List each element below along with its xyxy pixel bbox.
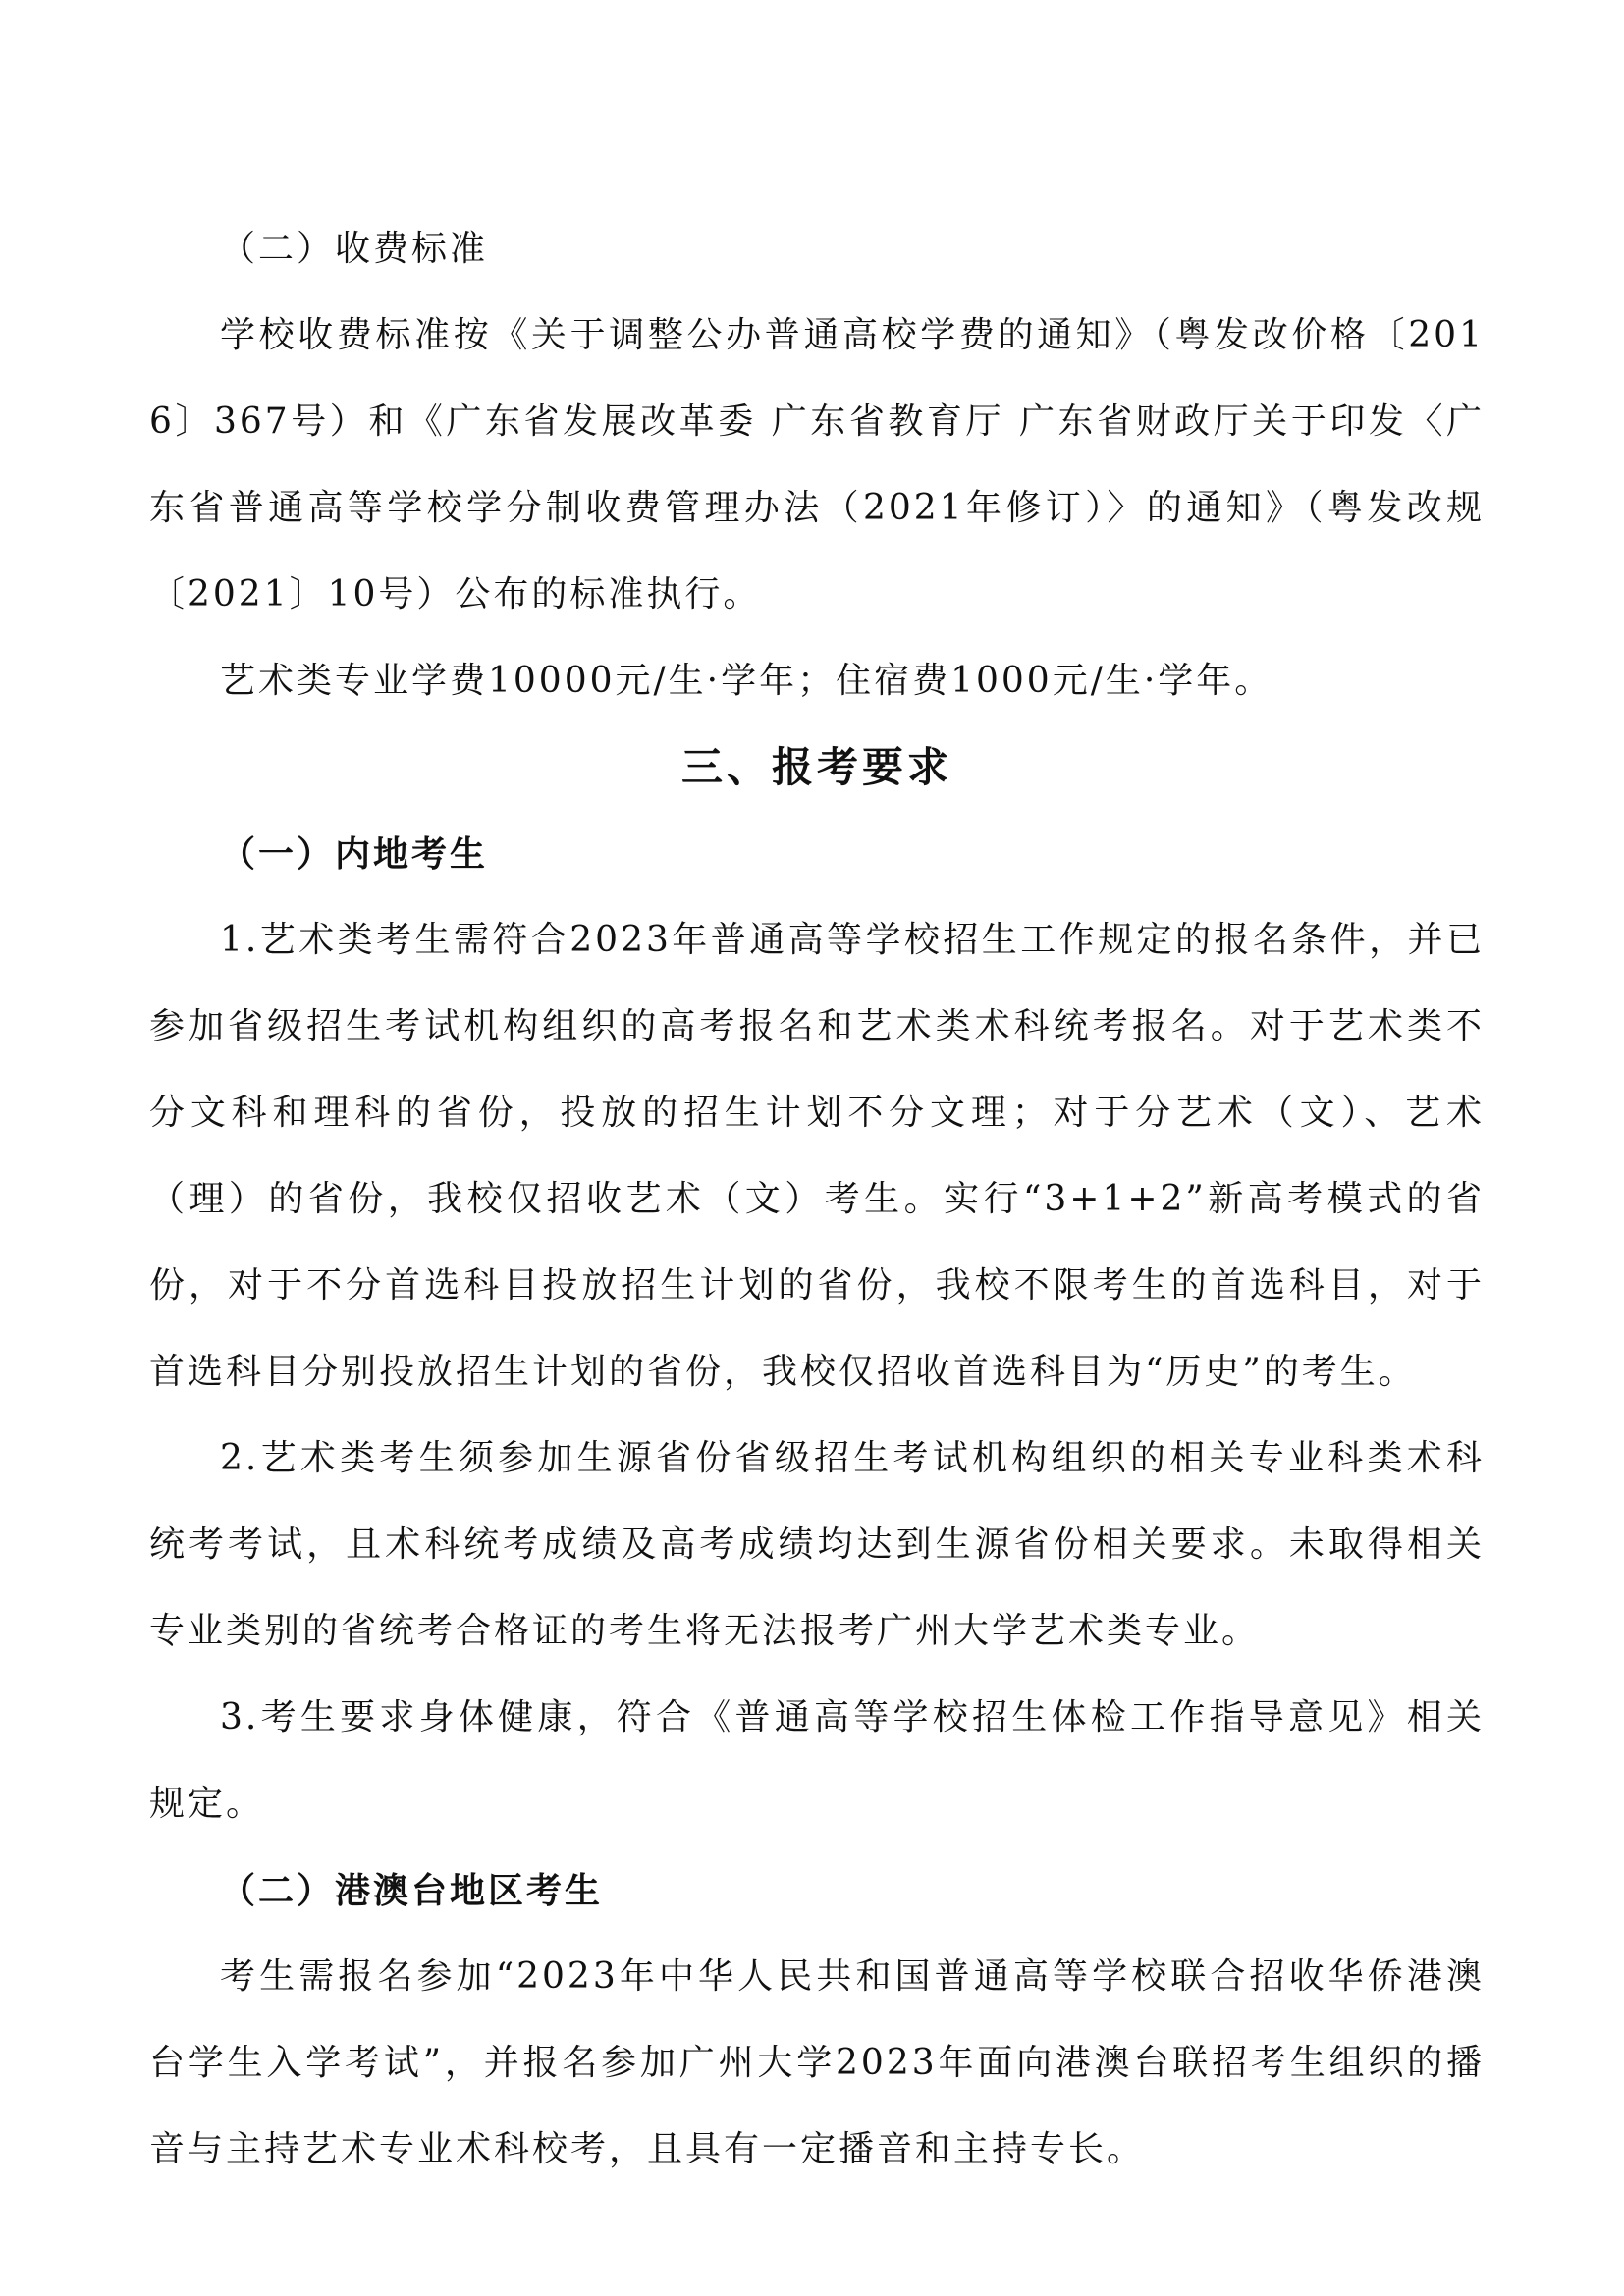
- mainland-item-2: 2.艺术类考生须参加生源省份省级招生考试机构组织的相关专业科类术科统考考试，且术科统考成绩及高考成绩均达到生源省份相关要求。未取得相关专业类别的省统考合格证的考生将无法报考广州大学艺术类专业。: [149, 1438, 1485, 1651]
- fees-heading: （二）收费标准: [220, 229, 489, 269]
- fees-amount-paragraph: 艺术类专业学费10000元/生·学年；住宿费1000元/生·学年。: [220, 661, 1273, 701]
- section-title: 三、报考要求: [680, 743, 952, 791]
- mainland-item-1: 1.艺术类考生需符合2023年普通高等学校招生工作规定的报名条件，并已参加省级招生考试机构组织的高考报名和艺术类术科统考报名。对于艺术类不分文科和理科的省份，投放的招生计划不分文理；对于分艺术（文）、艺术（理）的省份，我校仅招收艺术（文）考生。实行“3+1+2”新高考模式的省份，对于不分首选科目投放招生计划的省份，我校不限考生的首选科目，对于首选科目分别投放招生计划的省份，我校仅招收首选科目为“历史”的考生。: [149, 920, 1485, 1392]
- hmt-heading: （二）港澳台地区考生: [220, 1870, 604, 1911]
- mainland-item-3: 3.考生要求身体健康，符合《普通高等学校招生体检工作指导意见》相关规定。: [149, 1697, 1485, 1824]
- hmt-paragraph: 考生需报名参加“2023年中华人民共和国普通高等学校联合招收华侨港澳台学生入学考试”，并报名参加广州大学2023年面向港澳台联招考生组织的播音与主持艺术专业术科校考，且具有一定播音和主持专长。: [149, 1956, 1485, 2169]
- mainland-heading: （一）内地考生: [220, 833, 489, 875]
- document-body: [149, 206, 1485, 2193]
- fees-paragraph: 学校收费标准按《关于调整公办普通高校学费的通知》（粤发改价格〔2016〕367号）和《广东省发展改革委 广东省教育厅 广东省财政厅关于印发〈广东省普通高等学校学分制收费管理办法（2021年修订）〉的通知》（粤发改规〔2021〕10号）公布的标准执行。: [149, 315, 1485, 614]
